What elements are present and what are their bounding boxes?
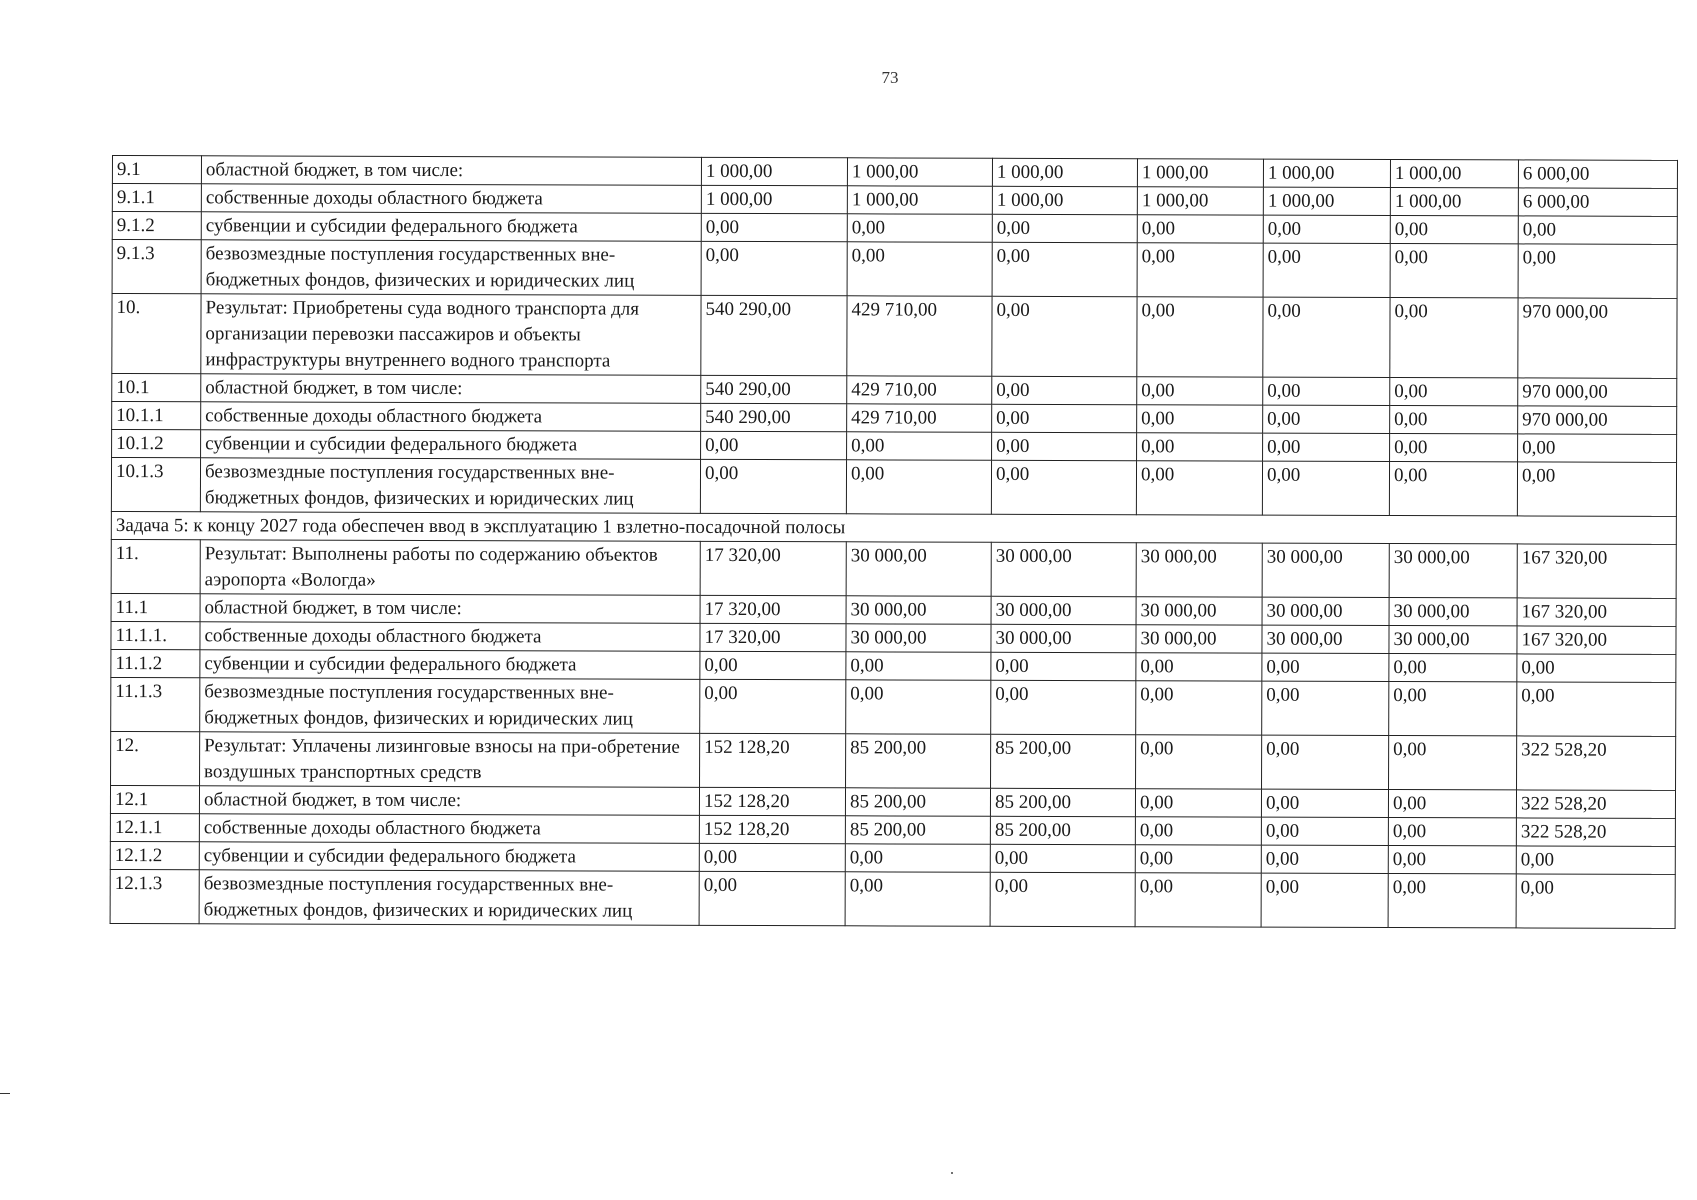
row-year-value: 30 000,00: [1389, 626, 1517, 654]
row-year-value: 85 200,00: [846, 734, 991, 788]
table-row: [110, 813, 1675, 846]
row-year-value: 0,00: [990, 844, 1135, 872]
row-total-value: 0,00: [1516, 874, 1675, 928]
row-year-value: 85 200,00: [990, 816, 1135, 844]
row-description: безвозмездные поступления государственных вне-бюджетных фондов, физических и юридических лиц: [199, 870, 699, 926]
row-year-value: 0,00: [1136, 461, 1262, 515]
row-year-value: 152 128,20: [699, 815, 845, 843]
row-year-value: 0,00: [846, 460, 991, 514]
row-code: 10.: [112, 294, 201, 374]
row-year-value: 1 000,00: [1263, 159, 1390, 187]
row-year-value: 0,00: [699, 871, 845, 925]
row-code: 9.1.2: [112, 212, 201, 240]
row-year-value: 0,00: [992, 432, 1137, 460]
row-year-value: 0,00: [1137, 405, 1263, 433]
row-year-value: 0,00: [992, 376, 1137, 404]
row-year-value: 429 710,00: [847, 376, 992, 404]
table-row: [112, 294, 1677, 379]
row-year-value: 0,00: [1390, 216, 1518, 244]
row-year-value: 30 000,00: [846, 624, 991, 652]
table-row: [111, 593, 1676, 626]
table-row: [112, 402, 1677, 435]
row-year-value: 0,00: [1261, 789, 1388, 817]
row-year-value: 0,00: [701, 431, 847, 459]
table-row: [111, 539, 1676, 598]
task-header-row: [111, 511, 1676, 544]
row-year-value: 0,00: [1388, 846, 1516, 874]
row-year-value: 0,00: [847, 432, 992, 460]
row-year-value: 0,00: [1262, 681, 1389, 735]
row-year-value: 85 200,00: [991, 734, 1136, 788]
row-year-value: 0,00: [700, 679, 846, 733]
row-year-value: 0,00: [1390, 434, 1518, 462]
table-row: [111, 458, 1676, 517]
row-year-value: 540 290,00: [701, 295, 847, 375]
row-year-value: 0,00: [1137, 377, 1263, 405]
row-description: собственные доходы областного бюджета: [201, 402, 701, 432]
row-year-value: 0,00: [1388, 790, 1516, 818]
row-total-value: 970 000,00: [1518, 298, 1677, 378]
table-row: [110, 841, 1675, 874]
row-description: субвенции и субсидии федерального бюджета: [200, 650, 700, 680]
table-row: [111, 649, 1676, 682]
row-year-value: 0,00: [1135, 845, 1261, 873]
row-description: безвозмездные поступления государственных вне-бюджетных фондов, физических и юридических лиц: [200, 678, 700, 734]
row-year-value: 0,00: [1263, 433, 1390, 461]
row-year-value: 0,00: [990, 872, 1135, 926]
table-row: [112, 212, 1677, 245]
row-year-value: 0,00: [1388, 818, 1516, 846]
row-total-value: 0,00: [1518, 244, 1677, 298]
row-description: областной бюджет, в том числе:: [201, 374, 701, 404]
row-year-value: 1 000,00: [701, 185, 847, 213]
row-year-value: 0,00: [1135, 789, 1261, 817]
row-code: 12.: [111, 731, 200, 785]
row-year-value: 0,00: [1137, 297, 1263, 377]
row-year-value: 0,00: [992, 404, 1137, 432]
row-year-value: 0,00: [699, 843, 845, 871]
row-year-value: 152 128,20: [700, 733, 846, 787]
row-total-value: 322 528,20: [1516, 790, 1675, 818]
row-code: 12.1.1: [110, 813, 199, 841]
row-total-value: 6 000,00: [1518, 188, 1677, 216]
row-code: 11.1: [111, 593, 200, 621]
row-year-value: 0,00: [846, 652, 991, 680]
row-year-value: 0,00: [1389, 682, 1517, 736]
budget-table-body: [110, 156, 1677, 929]
row-year-value: 540 290,00: [701, 375, 847, 403]
row-year-value: 0,00: [1262, 461, 1389, 515]
row-year-value: 30 000,00: [1389, 598, 1517, 626]
row-year-value: 30 000,00: [1262, 625, 1389, 653]
row-year-value: 0,00: [1136, 681, 1262, 735]
scan-speck: [951, 1172, 953, 1174]
row-description: субвенции и субсидии федерального бюджета: [201, 430, 701, 460]
row-code: 10.1: [112, 374, 201, 402]
row-year-value: 0,00: [1136, 653, 1262, 681]
row-year-value: 1 000,00: [992, 186, 1137, 214]
row-year-value: 0,00: [1389, 736, 1517, 790]
row-year-value: 540 290,00: [701, 403, 847, 431]
row-year-value: 17 320,00: [700, 595, 846, 623]
row-description: Результат: Выполнены работы по содержанию объектов аэропорта «Вологда»: [200, 540, 700, 596]
row-year-value: 30 000,00: [1389, 544, 1517, 598]
table-row: [110, 785, 1675, 818]
row-year-value: 1 000,00: [701, 157, 847, 185]
row-year-value: 1 000,00: [1137, 159, 1263, 187]
row-year-value: 0,00: [1262, 653, 1389, 681]
row-year-value: 85 200,00: [990, 788, 1135, 816]
row-code: 12.1.2: [110, 841, 199, 869]
row-year-value: 85 200,00: [845, 816, 990, 844]
row-total-value: 970 000,00: [1518, 406, 1677, 434]
row-description: Результат: Приобретены суда водного транспорта для организации перевозки пассажиров и объекты инфраструктуры внутреннего водного транспорта: [201, 294, 701, 376]
row-year-value: 0,00: [847, 242, 992, 296]
row-total-value: 0,00: [1516, 846, 1675, 874]
row-code: 9.1.1: [112, 184, 201, 212]
row-year-value: 30 000,00: [1136, 625, 1262, 653]
table-row: [111, 731, 1676, 790]
row-description: субвенции и субсидии федерального бюджета: [199, 842, 699, 872]
row-year-value: 0,00: [1390, 298, 1518, 378]
row-year-value: 0,00: [1137, 215, 1263, 243]
row-year-value: 30 000,00: [1262, 543, 1389, 597]
row-code: 10.1.2: [112, 430, 201, 458]
row-year-value: 0,00: [1263, 215, 1390, 243]
row-description: областной бюджет, в том числе:: [200, 594, 700, 624]
row-year-value: 0,00: [991, 680, 1136, 734]
row-year-value: 0,00: [991, 652, 1136, 680]
row-year-value: 0,00: [1137, 433, 1263, 461]
row-year-value: 0,00: [1135, 873, 1261, 927]
row-year-value: 0,00: [1262, 735, 1389, 789]
row-code: 10.1.1: [112, 402, 201, 430]
row-year-value: 30 000,00: [991, 542, 1136, 596]
table-row: [112, 374, 1677, 407]
row-year-value: 0,00: [1263, 405, 1390, 433]
row-year-value: 0,00: [700, 651, 846, 679]
row-year-value: 30 000,00: [991, 624, 1136, 652]
row-year-value: 0,00: [991, 460, 1136, 514]
row-code: 11.1.3: [111, 677, 200, 731]
row-description: безвозмездные поступления государственных вне-бюджетных фондов, физических и юридических лиц: [201, 240, 701, 296]
table-row: [112, 430, 1677, 463]
row-year-value: 30 000,00: [846, 542, 991, 596]
row-year-value: 0,00: [1390, 406, 1518, 434]
row-description: субвенции и субсидии федерального бюджета: [201, 212, 701, 242]
row-total-value: 0,00: [1517, 682, 1676, 736]
row-year-value: 30 000,00: [1136, 543, 1262, 597]
row-year-value: 0,00: [992, 296, 1137, 376]
row-year-value: 429 710,00: [847, 404, 992, 432]
row-description: собственные доходы областного бюджета: [199, 814, 699, 844]
table-row: [112, 156, 1677, 189]
row-year-value: 0,00: [992, 242, 1137, 296]
row-total-value: 167 320,00: [1517, 598, 1676, 626]
row-total-value: 167 320,00: [1517, 544, 1676, 598]
page-number: 73: [881, 68, 899, 87]
row-description: областной бюджет, в том числе:: [201, 156, 701, 186]
row-year-value: 30 000,00: [1262, 597, 1389, 625]
row-year-value: 0,00: [1263, 243, 1390, 297]
row-description: Результат: Уплачены лизинговые взносы на при-обретение воздушных транспортных средств: [200, 732, 700, 788]
table-row: [112, 184, 1677, 217]
row-year-value: 0,00: [1261, 873, 1388, 927]
row-year-value: 1 000,00: [1137, 187, 1263, 215]
row-year-value: 152 128,20: [699, 787, 845, 815]
row-year-value: 1 000,00: [847, 158, 992, 186]
row-year-value: 0,00: [701, 241, 847, 295]
row-total-value: 0,00: [1518, 216, 1677, 244]
row-code: 10.1.3: [111, 458, 200, 512]
row-total-value: 167 320,00: [1517, 626, 1676, 654]
row-year-value: 429 710,00: [847, 296, 992, 376]
row-year-value: 0,00: [1263, 377, 1390, 405]
row-total-value: 322 528,20: [1517, 736, 1676, 790]
row-year-value: 0,00: [1261, 817, 1388, 845]
row-year-value: 0,00: [846, 680, 991, 734]
table-row: [111, 621, 1676, 654]
row-year-value: 0,00: [1136, 735, 1262, 789]
row-year-value: 30 000,00: [991, 596, 1136, 624]
row-year-value: 0,00: [701, 213, 847, 241]
row-code: 12.1: [110, 785, 199, 813]
table-row: [111, 677, 1676, 736]
row-total-value: 0,00: [1517, 654, 1676, 682]
row-total-value: 970 000,00: [1518, 378, 1677, 406]
row-year-value: 17 320,00: [700, 623, 846, 651]
row-year-value: 0,00: [1388, 874, 1516, 928]
row-description: собственные доходы областного бюджета: [200, 622, 700, 652]
row-year-value: 0,00: [992, 214, 1137, 242]
row-total-value: 0,00: [1517, 462, 1676, 516]
row-year-value: 0,00: [1389, 654, 1517, 682]
row-total-value: 322 528,20: [1516, 818, 1675, 846]
row-code: 11.1.1.: [111, 621, 200, 649]
row-total-value: 6 000,00: [1518, 160, 1677, 188]
budget-table: [110, 155, 1678, 929]
row-year-value: 0,00: [1261, 845, 1388, 873]
row-description: областной бюджет, в том числе:: [199, 786, 699, 816]
row-code: 11.1.2: [111, 649, 200, 677]
row-code: 12.1.3: [110, 869, 199, 923]
row-year-value: 0,00: [1137, 243, 1263, 297]
row-total-value: 0,00: [1518, 434, 1677, 462]
row-year-value: 0,00: [845, 872, 990, 926]
row-year-value: 0,00: [700, 459, 846, 513]
row-year-value: 1 000,00: [1390, 160, 1518, 188]
row-year-value: 1 000,00: [992, 158, 1137, 186]
table-row: [110, 869, 1675, 928]
row-code: 9.1.3: [112, 240, 201, 294]
row-year-value: 1 000,00: [847, 186, 992, 214]
row-code: 11.: [111, 539, 200, 593]
row-year-value: 0,00: [1135, 817, 1261, 845]
row-year-value: 0,00: [845, 844, 990, 872]
row-year-value: 30 000,00: [1136, 597, 1262, 625]
row-year-value: 30 000,00: [846, 596, 991, 624]
row-description: безвозмездные поступления государственных вне-бюджетных фондов, физических и юридических лиц: [200, 458, 700, 514]
row-year-value: 0,00: [1390, 244, 1518, 298]
row-code: 9.1: [112, 156, 201, 184]
row-year-value: 0,00: [1389, 462, 1517, 516]
row-year-value: 0,00: [1390, 378, 1518, 406]
table-row: [112, 240, 1677, 299]
row-year-value: 1 000,00: [1390, 188, 1518, 216]
row-year-value: 0,00: [1263, 297, 1390, 377]
row-description: собственные доходы областного бюджета: [201, 184, 701, 214]
row-year-value: 0,00: [847, 214, 992, 242]
row-year-value: 1 000,00: [1263, 187, 1390, 215]
row-year-value: 85 200,00: [845, 788, 990, 816]
row-year-value: 17 320,00: [700, 541, 846, 595]
margin-tick-mark: [0, 1093, 10, 1094]
task-header-text: Задача 5: к концу 2027 года обеспечен ввод в эксплуатацию 1 взлетно-посадочной полосы: [111, 511, 1676, 544]
